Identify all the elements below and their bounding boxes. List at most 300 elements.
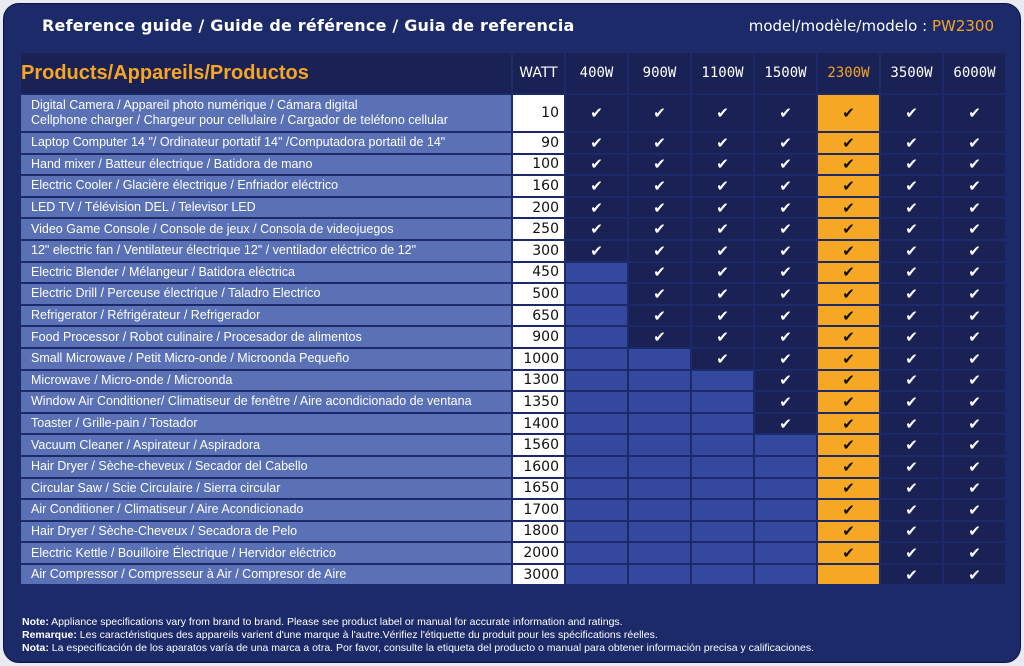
incompatible-cell xyxy=(566,306,627,326)
compatible-cell xyxy=(881,284,942,304)
table-row xyxy=(21,479,1005,499)
appliance-name xyxy=(21,306,511,326)
appliance-watts: 450 xyxy=(513,263,564,283)
compatible-cell xyxy=(755,198,816,218)
check-icon: ✔ xyxy=(905,349,918,368)
compatible-cell xyxy=(755,327,816,347)
compatible-cell xyxy=(629,263,690,283)
check-icon: ✔ xyxy=(716,133,729,152)
compatible-cell xyxy=(881,133,942,153)
check-icon: ✔ xyxy=(653,306,666,325)
table-row xyxy=(21,219,1005,239)
compatible-cell xyxy=(881,176,942,196)
incompatible-cell xyxy=(629,500,690,520)
check-icon: ✔ xyxy=(968,198,981,217)
capacity-header: 1500W xyxy=(755,53,816,93)
compatible-cell xyxy=(755,306,816,326)
capacity-header: 1100W xyxy=(692,53,753,93)
compatible-cell xyxy=(755,219,816,239)
compatible-cell xyxy=(755,284,816,304)
check-icon: ✔ xyxy=(653,284,666,303)
appliance-name-line: Window Air Conditioner/ Climatiseur de fenêtre / Aire acondicionado de ventana xyxy=(31,394,472,409)
compatible-cell xyxy=(944,392,1005,412)
appliance-name-line: Microwave / Micro-onde / Microonda xyxy=(31,372,233,387)
compatible-cell xyxy=(566,155,627,175)
appliance-name xyxy=(21,479,511,499)
check-icon: ✔ xyxy=(779,371,792,390)
appliance-name xyxy=(21,349,511,369)
check-icon: ✔ xyxy=(716,155,729,174)
check-icon: ✔ xyxy=(905,133,918,152)
compatible-cell xyxy=(755,176,816,196)
check-icon: ✔ xyxy=(842,328,855,347)
check-icon: ✔ xyxy=(842,306,855,325)
compatible-cell xyxy=(881,543,942,563)
compatible-cell xyxy=(944,500,1005,520)
incompatible-cell xyxy=(629,543,690,563)
compatible-cell xyxy=(881,327,942,347)
check-icon: ✔ xyxy=(779,263,792,282)
appliance-watts: 1800 xyxy=(513,522,564,542)
table-row xyxy=(21,241,1005,261)
compatible-cell xyxy=(944,349,1005,369)
check-icon: ✔ xyxy=(968,414,981,433)
compatible-cell xyxy=(881,306,942,326)
incompatible-cell xyxy=(692,435,753,455)
check-icon: ✔ xyxy=(905,479,918,498)
compatible-cell xyxy=(944,457,1005,477)
appliance-name xyxy=(21,133,511,153)
compatible-cell xyxy=(692,176,753,196)
incompatible-cell xyxy=(629,349,690,369)
check-icon: ✔ xyxy=(968,349,981,368)
compatible-cell xyxy=(818,371,879,391)
check-icon: ✔ xyxy=(779,155,792,174)
appliance-name xyxy=(21,176,511,196)
compatible-cell xyxy=(881,500,942,520)
appliance-name-line: Electric Kettle / Bouilloire Électrique / Hervidor eléctrico xyxy=(31,545,336,560)
compatible-cell xyxy=(629,241,690,261)
table-row xyxy=(21,263,1005,283)
compatible-cell xyxy=(692,349,753,369)
appliance-name xyxy=(21,241,511,261)
appliance-name-line: Cellphone charger / Chargeur pour cellulaire / Cargador de teléfono cellular xyxy=(31,113,448,127)
compatible-cell xyxy=(818,543,879,563)
compatible-cell xyxy=(818,284,879,304)
appliance-watts: 1650 xyxy=(513,479,564,499)
capacity-header: 6000W xyxy=(944,53,1005,93)
table-row xyxy=(21,327,1005,347)
note-fr: Remarque: Les caractéristiques des appareils varient d'une marque à l'autre.Vérifiez l'étiquette du produit pour les spécifications réelles. xyxy=(22,629,658,641)
compatible-cell xyxy=(818,522,879,542)
check-icon: ✔ xyxy=(905,104,918,122)
check-icon: ✔ xyxy=(716,104,729,122)
check-icon: ✔ xyxy=(905,544,918,563)
compatible-cell xyxy=(881,565,942,585)
table-row xyxy=(21,565,1005,585)
compatible-cell xyxy=(881,414,942,434)
appliance-watts: 160 xyxy=(513,176,564,196)
check-icon: ✔ xyxy=(653,198,666,217)
incompatible-cell xyxy=(629,414,690,434)
appliance-name-line: Refrigerator / Réfrigérateur / Refrigerador xyxy=(31,308,261,323)
compatible-cell xyxy=(566,133,627,153)
appliance-name-line: Electric Blender / Mélangeur / Batidora eléctrica xyxy=(31,264,296,279)
check-icon: ✔ xyxy=(905,155,918,174)
compatible-cell xyxy=(818,155,879,175)
compatible-cell xyxy=(755,241,816,261)
check-icon: ✔ xyxy=(842,104,855,122)
check-icon: ✔ xyxy=(842,155,855,174)
compatible-cell xyxy=(881,522,942,542)
table-row xyxy=(21,349,1005,369)
table-row xyxy=(21,306,1005,326)
compatible-cell xyxy=(755,155,816,175)
incompatible-cell xyxy=(566,435,627,455)
compatible-cell xyxy=(629,133,690,153)
check-icon: ✔ xyxy=(716,328,729,347)
compatible-cell xyxy=(944,435,1005,455)
check-icon: ✔ xyxy=(968,284,981,303)
compatible-cell xyxy=(818,176,879,196)
appliance-watts: 2000 xyxy=(513,543,564,563)
compatible-cell xyxy=(692,327,753,347)
check-icon: ✔ xyxy=(905,457,918,476)
compatible-cell xyxy=(818,95,879,131)
appliance-name xyxy=(21,457,511,477)
check-icon: ✔ xyxy=(842,176,855,195)
check-icon: ✔ xyxy=(842,241,855,260)
appliance-name-line: Air Conditioner / Climatiseur / Aire Acondicionado xyxy=(31,502,304,517)
check-icon: ✔ xyxy=(968,306,981,325)
note-es: Nota: La especificación de los aparatos varía de una marca a otra. Por favor, consulte la etiqueta del producto o manual para obtener información precisa y calificaciones. xyxy=(22,642,815,654)
appliance-name xyxy=(21,371,511,391)
appliance-watts: 250 xyxy=(513,219,564,239)
check-icon: ✔ xyxy=(779,241,792,260)
appliance-name-line: Hand mixer / Batteur électrique / Batidora de mano xyxy=(31,156,313,171)
compatible-cell xyxy=(692,241,753,261)
appliance-watts: 1000 xyxy=(513,349,564,369)
appliance-name-line: 12" electric fan / Ventilateur électrique 12" / ventilador eléctrico de 12" xyxy=(31,243,417,258)
model-code: PW2300 xyxy=(931,17,994,35)
compatible-cell xyxy=(629,95,690,131)
compatible-cell xyxy=(692,155,753,175)
check-icon: ✔ xyxy=(968,479,981,498)
appliance-watts: 900 xyxy=(513,327,564,347)
check-icon: ✔ xyxy=(653,104,666,122)
check-icon: ✔ xyxy=(716,263,729,282)
appliance-name-line: Air Compressor / Compresseur à Air / Compresor de Aire xyxy=(31,567,347,582)
compatible-cell xyxy=(755,392,816,412)
check-icon: ✔ xyxy=(590,133,603,152)
compatible-cell xyxy=(881,349,942,369)
check-icon: ✔ xyxy=(905,392,918,411)
incompatible-cell xyxy=(566,284,627,304)
appliance-watts: 650 xyxy=(513,306,564,326)
appliance-name-line: Vacuum Cleaner / Aspirateur / Aspiradora xyxy=(31,437,261,452)
compatibility-table xyxy=(19,51,1007,586)
check-icon: ✔ xyxy=(842,220,855,239)
check-icon: ✔ xyxy=(716,198,729,217)
appliance-name xyxy=(21,392,511,412)
incompatible-cell xyxy=(566,327,627,347)
compatible-cell xyxy=(629,327,690,347)
appliance-name xyxy=(21,219,511,239)
appliance-watts: 1600 xyxy=(513,457,564,477)
compatible-cell xyxy=(629,198,690,218)
compatible-cell xyxy=(629,219,690,239)
table-row xyxy=(21,392,1005,412)
check-icon: ✔ xyxy=(779,328,792,347)
check-icon: ✔ xyxy=(779,414,792,433)
check-icon: ✔ xyxy=(842,479,855,498)
check-icon: ✔ xyxy=(653,155,666,174)
compatible-cell xyxy=(566,219,627,239)
check-icon: ✔ xyxy=(842,284,855,303)
compatible-cell xyxy=(818,500,879,520)
incompatible-cell xyxy=(692,543,753,563)
check-icon: ✔ xyxy=(842,392,855,411)
compatible-cell xyxy=(881,479,942,499)
compatible-cell xyxy=(944,522,1005,542)
compatible-cell xyxy=(881,219,942,239)
compatible-cell xyxy=(818,327,879,347)
compatible-cell xyxy=(944,479,1005,499)
check-icon: ✔ xyxy=(905,500,918,519)
appliance-name-line: LED TV / Télévision DEL / Televisor LED xyxy=(31,200,256,215)
table-row xyxy=(21,284,1005,304)
compatible-cell xyxy=(566,198,627,218)
appliance-name xyxy=(21,500,511,520)
incompatible-cell xyxy=(755,522,816,542)
check-icon: ✔ xyxy=(653,220,666,239)
capacity-header: 400W xyxy=(566,53,627,93)
compatible-cell xyxy=(881,457,942,477)
check-icon: ✔ xyxy=(842,522,855,541)
appliance-name-line: Circular Saw / Scie Circulaire / Sierra circular xyxy=(31,480,281,495)
appliance-name-line: Hair Dryer / Sèche-cheveux / Secador del Cabello xyxy=(31,459,308,474)
check-icon: ✔ xyxy=(779,104,792,122)
check-icon: ✔ xyxy=(590,155,603,174)
table-row xyxy=(21,522,1005,542)
check-icon: ✔ xyxy=(905,198,918,217)
appliance-watts: 10 xyxy=(513,95,564,131)
incompatible-cell xyxy=(629,435,690,455)
incompatible-cell xyxy=(566,479,627,499)
check-icon: ✔ xyxy=(968,565,981,584)
incompatible-cell xyxy=(818,565,879,585)
incompatible-cell xyxy=(566,392,627,412)
compatible-cell xyxy=(944,371,1005,391)
check-icon: ✔ xyxy=(716,241,729,260)
appliance-name-line: Video Game Console / Console de jeux / Consola de videojuegos xyxy=(31,221,394,236)
compatible-cell xyxy=(881,392,942,412)
compatible-cell xyxy=(755,263,816,283)
incompatible-cell xyxy=(566,263,627,283)
note-en: Note: Appliance specifications vary from brand to brand. Please see product label or manual for accurate information and ratings. xyxy=(22,616,623,628)
compatible-cell xyxy=(881,435,942,455)
check-icon: ✔ xyxy=(653,328,666,347)
compatible-cell xyxy=(755,371,816,391)
check-icon: ✔ xyxy=(779,349,792,368)
check-icon: ✔ xyxy=(968,104,981,122)
check-icon: ✔ xyxy=(905,565,918,584)
compatible-cell xyxy=(881,371,942,391)
compatible-cell xyxy=(566,176,627,196)
check-icon: ✔ xyxy=(716,306,729,325)
incompatible-cell xyxy=(566,349,627,369)
check-icon: ✔ xyxy=(905,328,918,347)
check-icon: ✔ xyxy=(842,414,855,433)
table-row xyxy=(21,198,1005,218)
compatible-cell xyxy=(881,241,942,261)
check-icon: ✔ xyxy=(905,263,918,282)
compatible-cell xyxy=(755,133,816,153)
compatible-cell xyxy=(881,155,942,175)
appliance-name xyxy=(21,263,511,283)
compatible-cell xyxy=(818,133,879,153)
compatible-cell xyxy=(944,176,1005,196)
appliance-watts: 3000 xyxy=(513,565,564,585)
check-icon: ✔ xyxy=(842,500,855,519)
check-icon: ✔ xyxy=(968,328,981,347)
incompatible-cell xyxy=(692,522,753,542)
incompatible-cell xyxy=(755,565,816,585)
appliance-name-line: Food Processor / Robot culinaire / Procesador de alimentos xyxy=(31,329,362,344)
check-icon: ✔ xyxy=(842,133,855,152)
check-icon: ✔ xyxy=(590,241,603,260)
compatible-cell xyxy=(692,95,753,131)
compatible-cell xyxy=(692,263,753,283)
compatible-cell xyxy=(818,263,879,283)
appliance-name xyxy=(21,327,511,347)
table-row xyxy=(21,155,1005,175)
incompatible-cell xyxy=(692,414,753,434)
check-icon: ✔ xyxy=(905,220,918,239)
table-row xyxy=(21,543,1005,563)
check-icon: ✔ xyxy=(842,263,855,282)
compatible-cell xyxy=(818,435,879,455)
appliance-watts: 200 xyxy=(513,198,564,218)
compatible-cell xyxy=(881,198,942,218)
incompatible-cell xyxy=(566,565,627,585)
appliance-name xyxy=(21,95,511,131)
appliance-name-line: Electric Drill / Perceuse électrique / Taladro Electrico xyxy=(31,286,321,301)
check-icon: ✔ xyxy=(968,133,981,152)
check-icon: ✔ xyxy=(653,133,666,152)
compatible-cell xyxy=(881,263,942,283)
compatible-cell xyxy=(818,349,879,369)
check-icon: ✔ xyxy=(968,522,981,541)
compatible-cell xyxy=(818,241,879,261)
appliance-watts: 1700 xyxy=(513,500,564,520)
incompatible-cell xyxy=(755,457,816,477)
table-body xyxy=(21,95,1005,584)
watt-header: WATT xyxy=(513,53,564,93)
incompatible-cell xyxy=(692,565,753,585)
check-icon: ✔ xyxy=(842,371,855,390)
table-row xyxy=(21,176,1005,196)
incompatible-cell xyxy=(629,392,690,412)
check-icon: ✔ xyxy=(653,263,666,282)
appliance-watts: 500 xyxy=(513,284,564,304)
compatible-cell xyxy=(818,198,879,218)
compatible-cell xyxy=(944,543,1005,563)
appliance-watts: 90 xyxy=(513,133,564,153)
incompatible-cell xyxy=(566,543,627,563)
compatible-cell xyxy=(944,306,1005,326)
appliance-name xyxy=(21,414,511,434)
check-icon: ✔ xyxy=(779,392,792,411)
check-icon: ✔ xyxy=(842,349,855,368)
compatible-cell xyxy=(818,392,879,412)
compatible-cell xyxy=(755,95,816,131)
table-row xyxy=(21,457,1005,477)
capacity-header-highlighted: 2300W xyxy=(818,53,879,93)
appliance-watts: 1400 xyxy=(513,414,564,434)
check-icon: ✔ xyxy=(590,220,603,239)
check-icon: ✔ xyxy=(590,198,603,217)
check-icon: ✔ xyxy=(968,544,981,563)
check-icon: ✔ xyxy=(653,176,666,195)
products-header: Products/Appareils/Productos xyxy=(21,53,511,93)
appliance-name xyxy=(21,565,511,585)
compatible-cell xyxy=(629,176,690,196)
incompatible-cell xyxy=(629,479,690,499)
compatible-cell xyxy=(629,306,690,326)
compatible-cell xyxy=(692,219,753,239)
check-icon: ✔ xyxy=(779,176,792,195)
appliance-name-line: Digital Camera / Appareil photo numérique / Cámara digital xyxy=(31,98,358,112)
check-icon: ✔ xyxy=(653,241,666,260)
compatible-cell xyxy=(944,219,1005,239)
appliance-name xyxy=(21,198,511,218)
compatible-cell xyxy=(944,133,1005,153)
table-row xyxy=(21,371,1005,391)
check-icon: ✔ xyxy=(779,306,792,325)
appliance-watts: 1350 xyxy=(513,392,564,412)
check-icon: ✔ xyxy=(779,198,792,217)
compatible-cell xyxy=(881,95,942,131)
compatible-cell xyxy=(944,565,1005,585)
compatible-cell xyxy=(944,414,1005,434)
check-icon: ✔ xyxy=(716,284,729,303)
reference-card xyxy=(3,3,1021,663)
appliance-name xyxy=(21,543,511,563)
check-icon: ✔ xyxy=(779,133,792,152)
check-icon: ✔ xyxy=(779,284,792,303)
check-icon: ✔ xyxy=(968,371,981,390)
appliance-name-line: Electric Cooler / Glacière électrique / Enfriador eléctrico xyxy=(31,178,339,193)
table-header-row xyxy=(21,53,1005,93)
incompatible-cell xyxy=(692,500,753,520)
check-icon: ✔ xyxy=(842,544,855,563)
notes xyxy=(22,616,814,655)
compatible-cell xyxy=(692,133,753,153)
compatible-cell xyxy=(818,457,879,477)
incompatible-cell xyxy=(566,522,627,542)
incompatible-cell xyxy=(629,371,690,391)
appliance-watts: 100 xyxy=(513,155,564,175)
check-icon: ✔ xyxy=(905,436,918,455)
incompatible-cell xyxy=(755,435,816,455)
compatible-cell xyxy=(944,241,1005,261)
check-icon: ✔ xyxy=(842,198,855,217)
appliance-name-line: Toaster / Grille-pain / Tostador xyxy=(31,416,198,431)
check-icon: ✔ xyxy=(968,500,981,519)
page-title: Reference guide / Guide de référence / Guia de referencia xyxy=(42,16,575,35)
incompatible-cell xyxy=(629,457,690,477)
